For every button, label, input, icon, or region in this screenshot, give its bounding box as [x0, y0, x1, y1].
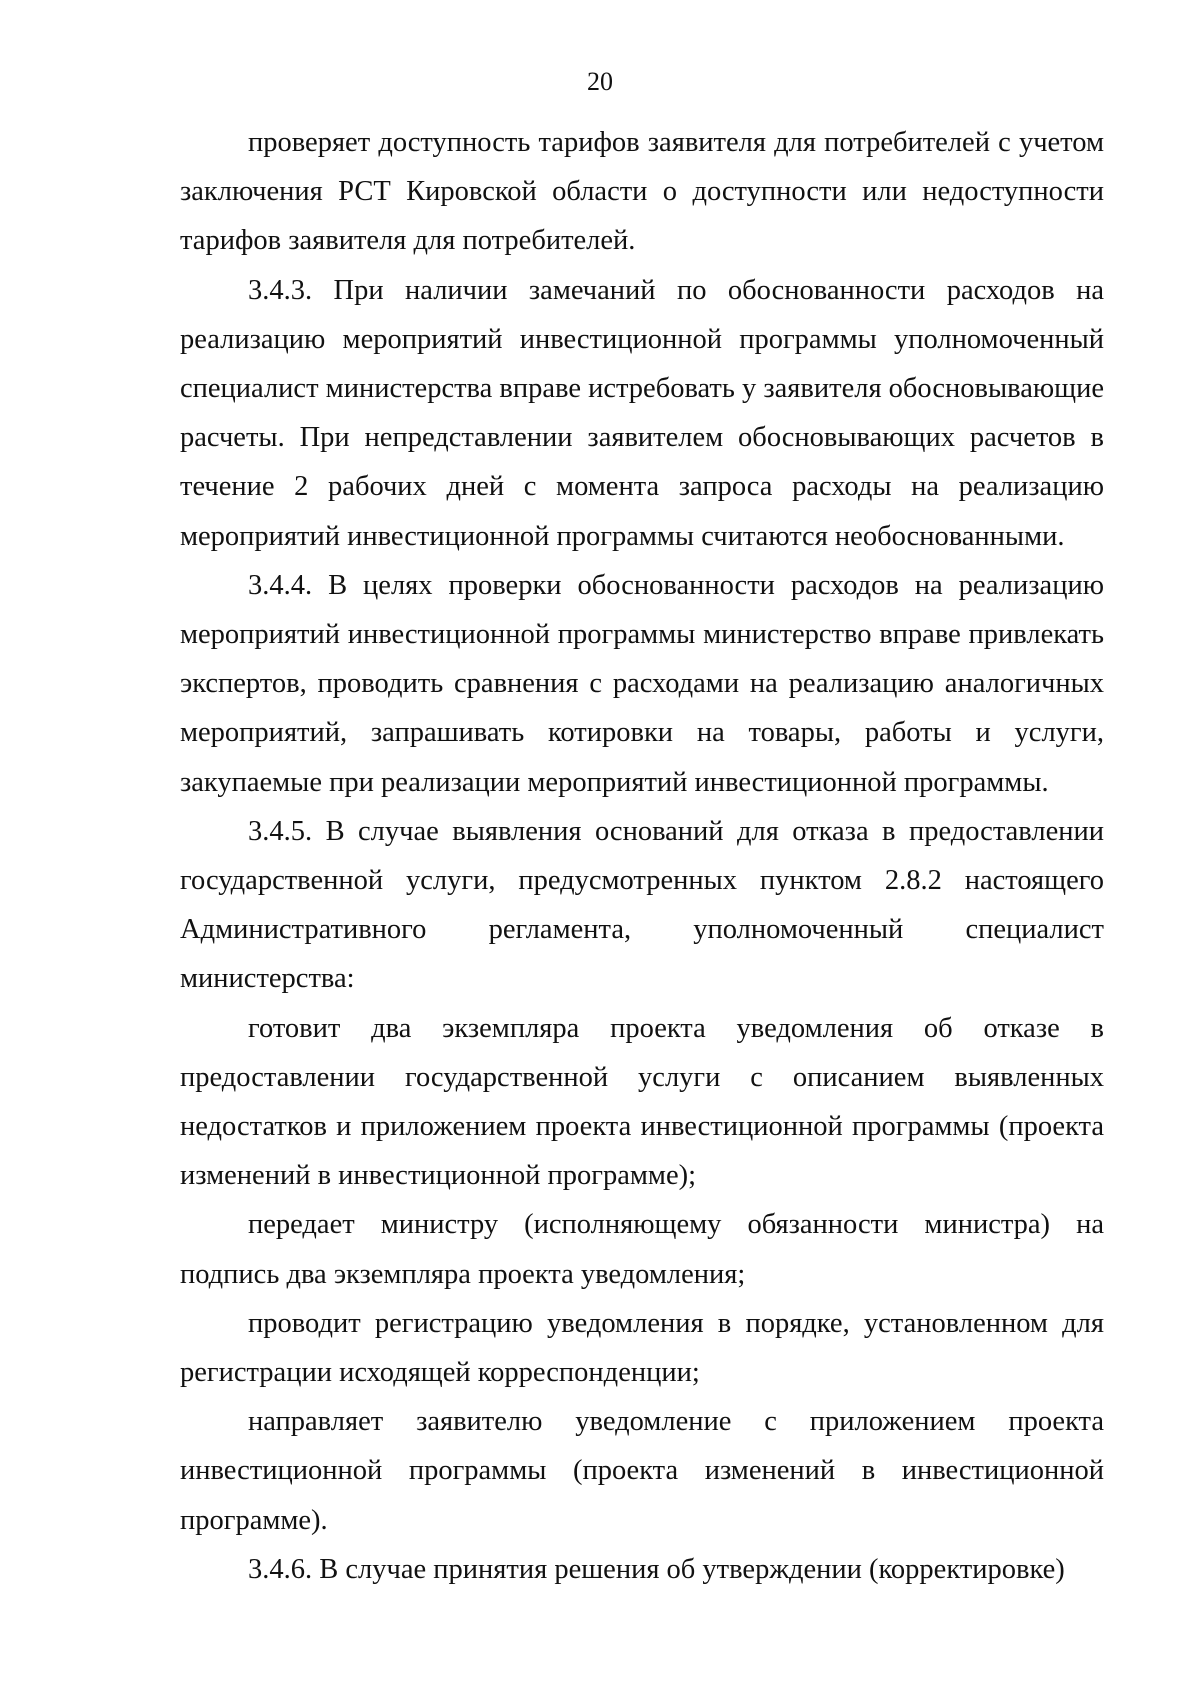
list-item-submit-to-minister: передает министру (исполняющему обязанности министра) на подпись два экземпляра проекта уведомления; [180, 1209, 1104, 1290]
document-body [180, 118, 1104, 1594]
page-number: 20 [587, 67, 613, 96]
paragraph-3-4-5: 3.4.5. В случае выявления оснований для отказа в предоставлении государственной услуги, предусмотренных пунктом 2.8.2 настоящего Административного регламента, уполномоченный специалист министерства: [180, 815, 1104, 995]
paragraph-3-4-4: 3.4.4. В целях проверки обоснованности расходов на реализацию мероприятий инвестиционной программы министерство вправе привлекать экспертов, проводить сравнения с расходами на реализацию аналогичных мероприятий, запрашивать котировки на товары, работы и услуги, закупаемые при реализации мероприятий инвестиционной программы. [180, 569, 1104, 798]
list-item-register-notice: проводит регистрацию уведомления в порядке, установленном для регистрации исходящей корреспонденции; [180, 1307, 1104, 1389]
paragraph-tariff-check: проверяет доступность тарифов заявителя для потребителей с учетом заключения РСТ Кировской области о доступности или недоступности тарифов заявителя для потребителей. [180, 127, 1104, 257]
list-item-prepare-notice: готовит два экземпляра проекта уведомления об отказе в предоставлении государственной услуги с описанием выявленных недостатков и приложением проекта инвестиционной программы (проекта изменений в инвестиционной программе); [180, 1012, 1104, 1192]
paragraph-3-4-3: 3.4.3. При наличии замечаний по обоснованности расходов на реализацию мероприятий инвестиционной программы уполномоченный специалист министерства вправе истребовать у заявителя обосновывающие расчеты. При непредставлении заявителем обосновывающих расчетов в течение 2 рабочих дней с момента запроса расходы на реализацию мероприятий инвестиционной программы считаются необоснованными. [180, 274, 1105, 552]
list-item-send-to-applicant: направляет заявителю уведомление с приложением проекта инвестиционной программы (проекта изменений в инвестиционной программе). [180, 1406, 1104, 1536]
paragraph-3-4-6: 3.4.6. В случае принятия решения об утверждении (корректировке) [248, 1553, 1065, 1585]
